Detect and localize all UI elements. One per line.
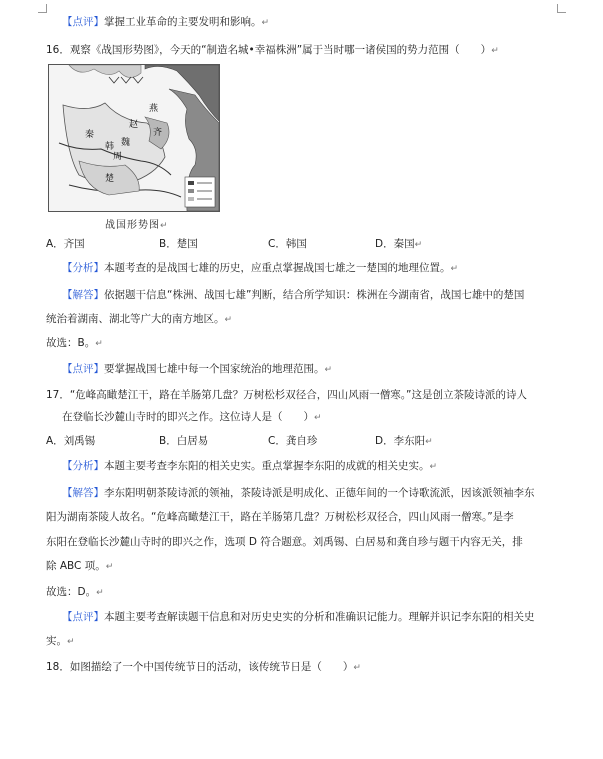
paragraph-mark: ↵: [429, 462, 438, 472]
q17-solution-line4: [46, 559, 113, 574]
state-label-qin: 秦: [85, 130, 95, 140]
option-text: 楚国: [176, 238, 198, 250]
analysis-tag: 【分析】: [62, 262, 104, 274]
option-text: 齐国: [63, 238, 85, 250]
q16-stem: [46, 43, 499, 58]
q16-analysis: [62, 261, 458, 276]
margin-corner-mark: [38, 4, 47, 13]
state-label-han: 韩: [105, 142, 115, 152]
paragraph-mark: ↵: [160, 221, 169, 231]
option-letter: B．: [159, 238, 177, 250]
q15-comment: [62, 15, 269, 30]
question-text: 17．“危峰高瞰楚江干，路在羊肠第几盘？万树松杉双径合，四山风雨一僧寒。”这是创立茶陵诗派的诗人: [46, 389, 527, 401]
legend-swatch: [188, 181, 194, 185]
q17-option-b: [159, 434, 208, 448]
caption-text: 战国形势图: [105, 220, 160, 231]
q17-stem-line2: [62, 410, 322, 425]
comment-text: 掌握工业革命的主要发明和影响。: [104, 16, 262, 28]
paragraph-mark: ↵: [450, 264, 459, 274]
q16-option-b: [159, 237, 198, 251]
paragraph-mark: ↵: [425, 437, 433, 447]
analysis-tag: 【分析】: [62, 460, 104, 472]
paragraph-mark: ↵: [353, 663, 361, 673]
paragraph-mark: ↵: [261, 18, 270, 28]
q17-option-d: [375, 434, 433, 449]
state-label-yan: 燕: [149, 104, 159, 114]
option-letter: C．: [268, 238, 286, 250]
legend-swatch: [188, 197, 194, 201]
question-text: 18．如图描绘了一个中国传统节日的活动，该传统节日是（ ）: [46, 661, 354, 673]
legend-swatch: [188, 189, 194, 193]
state-label-zhou: 周: [113, 152, 123, 162]
q16-solution-line2: [46, 312, 232, 327]
paragraph-mark: ↵: [96, 588, 104, 598]
q17-stem-line1: [46, 388, 527, 402]
q17-comment-line1: [62, 610, 535, 624]
analysis-text: 本题主要考查李东阳的相关史实。重点掌握李东阳的成就的相关史实。: [104, 460, 430, 472]
question-text: 在登临长沙麓山寺时的即兴之作。这位诗人是（ ）: [62, 411, 314, 423]
q17-option-c: [268, 434, 317, 448]
q16-solution-line1: [62, 288, 524, 302]
paragraph-mark: ↵: [95, 339, 103, 349]
state-label-zhao: 赵: [129, 120, 139, 130]
paragraph-mark: ↵: [314, 413, 322, 423]
question-text: 16．观察《战国形势图》，今天的“制造名城•幸福株洲”属于当时哪一诸侯国的势力范围（ ）: [46, 44, 492, 56]
q16-comment: [62, 362, 332, 377]
option-letter: A．: [46, 238, 64, 250]
option-letter: A．: [46, 435, 64, 447]
q17-answer: [46, 585, 104, 600]
solution-text: 统治着湖南、湖北等广大的南方地区。: [46, 313, 225, 325]
q16-answer: [46, 336, 103, 351]
margin-corner-mark: [557, 4, 566, 13]
comment-tag: 【点评】: [62, 611, 104, 623]
solution-text: 东阳在登临长沙麓山寺时的即兴之作，选项 D 符合题意。刘禹锡、白居易和龚自珍与题干内容无关，排: [46, 536, 523, 548]
q16-option-a: [46, 237, 85, 251]
q18-stem: [46, 660, 361, 675]
state-label-chu: 楚: [105, 174, 115, 184]
paragraph-mark: ↵: [67, 637, 75, 647]
q17-option-a: [46, 434, 95, 448]
solution-text: 李东阳明朝茶陵诗派的领袖，茶陵诗派是明成化、正德年间的一个诗歌流派，因该派领袖李东: [104, 487, 535, 499]
solution-tag: 【解答】: [62, 289, 104, 301]
solution-text: 除 ABC 项。: [46, 560, 106, 572]
comment-text: 本题主要考查解读题干信息和对历史史实的分析和准确识记能力。理解并识记李东阳的相关史: [104, 611, 535, 623]
q16-option-c: [268, 237, 307, 251]
warring-states-map: [48, 64, 220, 212]
q17-solution-line3: [46, 535, 523, 549]
state-label-wei: 魏: [121, 138, 131, 148]
paragraph-mark: ↵: [224, 315, 233, 325]
comment-tag: 【点评】: [62, 363, 104, 375]
solution-text: 阳为湖南茶陵人故名。“危峰高瞰楚江干，路在羊肠第几盘？万树松杉双径合，四山风雨一僧寒。”是李: [46, 511, 514, 523]
q17-analysis: [62, 459, 437, 474]
option-letter: D．: [375, 435, 394, 447]
state-label-qi: 齐: [153, 128, 163, 138]
option-letter: C．: [268, 435, 286, 447]
option-text: 李东阳: [393, 435, 426, 447]
paragraph-mark: ↵: [414, 240, 423, 250]
option-text: 刘禹锡: [63, 435, 96, 447]
paragraph-mark: ↵: [324, 365, 333, 375]
option-text: 秦国: [393, 238, 415, 250]
comment-tag: 【点评】: [62, 16, 104, 28]
answer-text: 故选：D。: [46, 586, 97, 598]
comment-text: 要掌握战国七雄中每一个国家统治的地理范围。: [104, 363, 325, 375]
q16-option-d: [375, 237, 422, 252]
option-text: 龚自珍: [285, 435, 318, 447]
analysis-text: 本题考查的是战国七雄的历史，应重点掌握战国七雄之一楚国的地理位置。: [104, 262, 451, 274]
comment-text: 实。: [46, 635, 67, 647]
option-letter: B．: [159, 435, 177, 447]
map-graphic: [49, 65, 219, 211]
q17-solution-line2: [46, 510, 514, 524]
q17-comment-line2: [46, 634, 75, 649]
solution-text: 依据题干信息“株洲、战国七雄”判断，结合所学知识：株洲在今湖南省，战国七雄中的楚国: [104, 289, 525, 301]
paragraph-mark: ↵: [105, 562, 114, 572]
option-letter: D．: [375, 238, 394, 250]
q17-solution-line1: [62, 486, 535, 500]
option-text: 韩国: [285, 238, 307, 250]
solution-tag: 【解答】: [62, 487, 104, 499]
answer-text: 故选：B。: [46, 337, 96, 349]
map-caption: [105, 216, 169, 231]
option-text: 白居易: [176, 435, 209, 447]
paragraph-mark: ↵: [491, 46, 499, 56]
